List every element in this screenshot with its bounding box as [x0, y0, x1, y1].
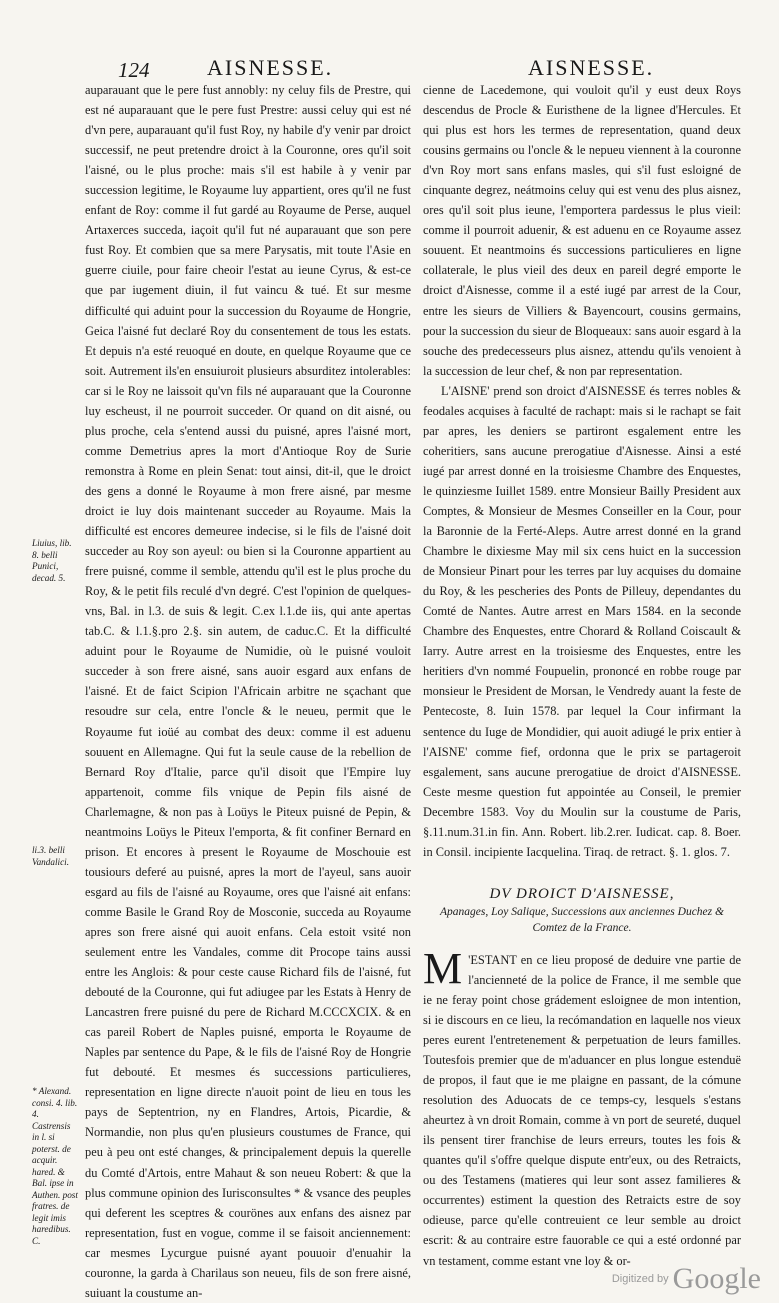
- section-title: DV DROICT D'AISNESSE,: [489, 885, 675, 902]
- right-paragraph-1: cienne de Lacedemone, qui vouloit qu'il y eust deux Roys descendus de Procle & Euristhene de la lignee d'Hercules. Et qui plus est hors les termes de representation, quand deux cousins germains ou l'oncle & le nepueu viennent à la couronne d'vn Roy mort sans enfans masles, qui s'il fust esloigné de cinquante degrez, neátmoins celuy qui est venu des plus aisnez, ores qu'il soit plus ieune, l'emportera pardessus le plus vieil: comme il pourroit aduenir, & est aduenu en ce Royaume assez souuent. Et neantmoins és successions particulieres en ligne collaterale, le plus vieil des deux en pareil degré emporte le droict d'Aisnesse, comme il a esté iugé par arrest de la Cour, entre les sieurs de Villiers & Bayencourt, cousins germains, pour la succession du sieur de Bloqueaux: sans auoir esgard à la souche des predecesseurs plus aisnez, attendu qu'ils venoient à la succession de leur chef, & non par representation.: [423, 83, 741, 378]
- section-subtitle: Apanages, Loy Salique, Successions aux anciennes Duchez & Comtez de la France.: [440, 905, 724, 934]
- drop-cap: M: [423, 943, 463, 993]
- running-header-left: AISNESSE.: [207, 55, 334, 80]
- left-column: [85, 80, 411, 1303]
- running-header-right: AISNESSE.: [528, 55, 655, 80]
- final-paragraph: [423, 943, 741, 1271]
- watermark-prefix: Digitized by: [611, 1273, 669, 1285]
- page-number: 124: [118, 58, 150, 82]
- margin-note-1: Liuius, lib. 8. belli Punici, decad. 5.: [32, 538, 72, 583]
- margin-note-3: * Alexand. consi. 4. lib. 4. Castrensis in l. si poterst. de acquir. hared. & Bal. ipse in Authen. post fratres. de legit imis haredibus. C.: [32, 1086, 78, 1246]
- margin-note-2: li.3. belli Vandalici.: [32, 845, 69, 867]
- digitized-watermark: [612, 1262, 761, 1296]
- final-paragraph-text: 'ESTANT en ce lieu proposé de deduire vne partie de l'ancienneté de la police de France, il me semble que ie ne feray point chose grádement esloignee de mon intention, si ie discours en ce lieu, la recómandation en laquelle nos vieux peres eurent l'entretenement & perpetuation de leurs familles. Toutesfois premier que de m'aduancer en plus longue estenduë de propos, il faut que ie me plaigne en passant, de la cómune resolution des Aduocats de ce temps-cy, lesquels s'estans aheurtez à vn droit Romain, comme à vn port de seureté, duquel ils pensent tirer franchise de leurs erreurs, toutes les fois & quantes qu'il s'offre quelque dispute entr'eux, ou des Retraicts, ou des Testamens (matieres qui leur sont assez familieres & occurrentes) estiment la question des Retraicts estre de soy odieuse, parce qu'elle contreuient ce leur semble au droict escrit: & au contraire estre fauorable ce qui a esté ordonné par vn testament, comme estant vne loy & or-: [423, 952, 741, 1268]
- right-paragraph-2: L'AISNE' prend son droict d'AISNESSE és terres nobles & feodales acquises à faculté de rachapt: mais si le rachapt se fait par apres, les deniers se partiront esgalement entre les coheritiers, sans aucune prerogatiue d'Aisnesse. Ainsi a esté iugé par arrest donné en la troisiesme Chambre des Enquestes, le quinziesme Iuillet 1589. entre Monsieur Bailly President aux Comptes, & Monsieur de Mesmes Conseiller en la Cour, pour la Baronnie de la Ferté-Aleps. Autre arrest donné en la grand Chambre le dixiesme May mil six cens huict en la succession de Monsieur Pinart pour les terres par luy acquises du domaine du Roy, & les pescheries des Ponts de Pilleuy, dependantes du Comté de Nantes. Autre arrest en Mars 1584. en la seconde Chambre des Enquestes, entre Chorard & Rolland Coiscault & Iarry. Autre arrest en la troisiesme des Enquestes, entre les heritiers d'vn nommé Foupuelin, prononcé en robbe rouge par monsieur le President de Morsan, le Vendredy auant la feste de Pentecoste, 8. Iuin 1578. par lequel la Cour infirmant la sentence du Iuge de Mondidier, qui auoit adiugé le prix entier à l'AISNE' comme fief, ordonna que le prix se partageroit esgalement, sans aucune prerogatiue de droict d'AISNESSE. Ceste mesme question fut appointée au Conseil, le premier Decembre 1583. Voy du Moulin sur la coustume de Paris, §.11.num.31.in fin. Ann. Robert. lib.2.rer. Iudicat. cap. 8. Boer. in Consil. incipiente Iacquelina. Tiraq. de retract. §. 1. glos. 7.: [423, 383, 741, 859]
- right-column: [423, 80, 741, 1271]
- google-logo: Google: [672, 1262, 761, 1295]
- left-paragraph: auparauant que le pere fust annobly: ny celuy fils de Prestre, qui est né auparauant que le pere fust Prestre: aussi celuy qui est né d'vn pere, auparauant qu'il fust Roy, ny habile d'y venir par droict successif, ne peut pretendre droict à la Couronne, ores qu'il soit l'aisné, ou le plus proche: mais s'il est habile à y venir par succession legitime, le Royaume luy appartient, ores qu'il ne fust enfant de Roy: comme il fut gardé au Royaume de Perse, auquel Artaxerces succeda, iaçoit qu'il fut né auparauant que son pere fust Roy. Et combien que sa mere Parysatis, mit toute l'Asie en guerre ciuile, pour faire cheoir l'estat au ieune Cyrus, & est-ce que par iugement diuin, il fut vaincu & tué. Et sur mesme difficulté qui aduint pour la succession du Royaume de Hongrie, Geica l'aisné fut declaré Roy du consentement de tous les estats. Et depuis n'a esté reuoqué en doute, en quelque Royaume que ce soit. Autrement ils'en ensuiuroit plusieurs absurditez intolerables: car si le Roy ne laissoit qu'vn fils né auparauant que la Couronne luy escheust, il ne pourroit succeder. Or quand on dit aisné, ou plus proche, cela s'entend aussi du puisné, apres l'aisné mort, comme Demetrius apres la mort d'Antioque Roy de Surie remonstra à Rome en plein Senat: tout ainsi, dit-il, que le droict des gens a donné le Royaume à mon frere aisné, par mesme droict ie luy dois maintenant succeder au Royaume. Mais la difficulté est encores demeuree indecise, si le fils de l'aisné doit succeder au Roy son ayeul: ou bien si la Couronne appartient au frere puisné, comme il semble, attendu qu'il est le plus proche du Roy, & le petit fils reculé d'vn degré. C'est l'opinion de quelques-vns, Bal. in l.3. de suis & legit. C.ex l.1.de iis, qui ante apertas tab.C. & l.1.§.pro 2.§. sin autem, de caduc.C. Et la difficulté aduint pour le Royaume de Numidie, où le puisné vouloit succeder à son frere aisné, sans auoir esgard aux enfans de l'aisné. Et de faict Scipion l'Africain arbitre ne sçachant que resoudre sur cela, entre l'oncle & le neueu, permit que le Royaume fut ioüé au combat des deux: comme il est aduenu souuent en Allemagne. Qui fut la seule cause de la rebellion de Bernard Roy d'Italie, parce qu'il disoit que l'Empire luy appartenoit, comme fils vnique de Pepin fils aisné de Charlemagne, & non pas à Loüys le Piteux puisné de Pepin, & neantmoins Loüys le Piteux l'emporta, & fit confiner Bernard en prison. Et encores à present le Royaume de Moschouie est tousiours deferé au puisné, apres la mort de l'ayeul, sans auoir esgard au fils de l'aisné au Royaume, ores que l'aisné ait enfans: comme Basile le Grand Roy de Mosconie, succeda au Royaume apres son frere aisné qui auoit enfans. Cela estoit vsité non seulement entre les Vandales, comme dit Procope tains aussi entre les Anglois: & pour ceste cause Richard fils de l'aisné, fut debouté de la Couronne, qui fut adiugee par les Estats à Henry de Lancastren frere puisné du pere de Richard M.CCCXCIX. & en cas pareil Robert de Naples puisné, emporta le Royaume de Naples par sentence du Pape, & le fils de l'aisné Roy de Hongrie fut debouté. Et mesmes és successions particulieres, representation en ligne directe n'auoit point de lieu en tous les pays de Septentrion, ny en Flandres, Artois, Picardie, & Normandie, non plus qu'en plusieurs coustumes de France, qui peu à peu ont esté changes, & principalement depuis la querelle du Comté d'Artois, entre Mahaut & son neueu Robert: & que la plus commune opinion des Iurisconsultes * & vsance des peuples qui deferent les sceptres & courönes aux enfans des aisnez par representation, fust en vogue, comme il se faisoit anciennement: car mesmes Lycurgue puisné ayant pouuoir d'enuahir la couronne, la garda à Charilaus son neueu, fils de son frere aisné, suiuant la coustume an-: [85, 83, 411, 1300]
